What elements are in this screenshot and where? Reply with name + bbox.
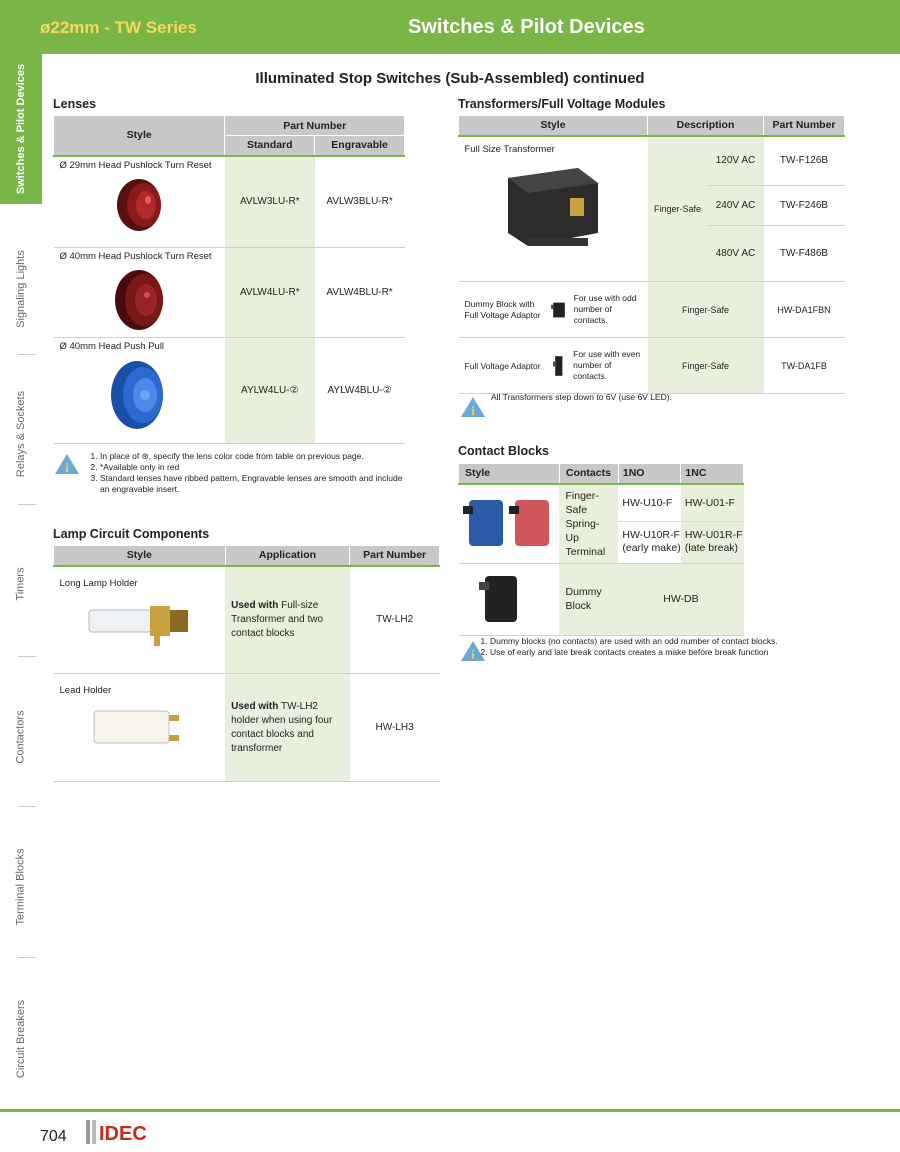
table-row <box>459 484 744 522</box>
sidebar-divider <box>18 656 36 657</box>
lamp-holder-image <box>54 592 226 652</box>
table-row <box>54 248 405 338</box>
voltage: 120V AC <box>708 136 764 186</box>
sidebar-item-contactors[interactable]: Contactors <box>15 709 28 764</box>
lamp-part: TW-LH2 <box>350 566 440 674</box>
table-row <box>54 338 405 444</box>
lenses-notes: 1. In place of ⊛, specify the lens color code from table on previous page. 2. *Available only in red 3. Standard lenses have ribbed pattern, Engravable lenses are smooth and include an engravable insert. <box>84 451 414 495</box>
table-row <box>459 136 845 186</box>
sidebar-divider <box>18 806 36 807</box>
table-row <box>54 566 440 674</box>
transformers-table <box>458 115 845 394</box>
module-part: HW-DA1FBN <box>764 282 845 338</box>
sidebar-divider <box>18 354 36 355</box>
lamp-table <box>53 545 440 782</box>
contacts-table <box>458 463 744 636</box>
transformers-note: All Transformers step down to 6V (use 6V LED). <box>491 392 672 402</box>
module-image-cell <box>549 282 648 338</box>
contact-no: HW-U10-F <box>618 484 681 522</box>
lens-image <box>54 174 225 236</box>
transformer-part: TW-F126B <box>764 136 845 186</box>
sidebar-item-timers[interactable]: Timers <box>14 567 27 601</box>
lens-style: Ø 40mm Head Pushlock Turn Reset <box>59 251 212 262</box>
sidebar <box>0 54 42 1110</box>
lens-standard: AVLW4LU-R* <box>225 248 315 338</box>
module-image-cell <box>549 338 648 394</box>
col-description: Description <box>648 116 764 136</box>
page-title: Illuminated Stop Switches (Sub-Assembled) continued <box>255 70 645 87</box>
table-row <box>459 338 845 394</box>
contact-blocks-image <box>459 492 559 552</box>
col-part-number: Part Number <box>350 546 440 566</box>
lens-image <box>54 355 225 435</box>
module-desc: Finger-Safe <box>648 282 764 338</box>
lens-style: Ø 40mm Head Push Pull <box>59 341 165 352</box>
lens-standard: AVLW3LU-R* <box>225 156 315 248</box>
dummy-part: HW-DB <box>618 563 743 635</box>
col-style: Style <box>54 546 226 566</box>
contact-image-cell <box>459 484 560 564</box>
module-use: For use with odd number of contacts. <box>573 293 637 325</box>
table-row <box>459 282 845 338</box>
lamp-application: Used with Full-size Transformer and two contact blocks <box>225 566 350 674</box>
module-style: Dummy Block with Full Voltage Adaptor <box>459 282 549 338</box>
col-style: Style <box>459 464 560 484</box>
sidebar-item-relays[interactable]: Relays & Sockets <box>15 390 28 478</box>
page-number: 704 <box>40 1128 67 1145</box>
lens-style: Ø 29mm Head Pushlock Turn Reset <box>59 159 212 171</box>
lamp-style: Lead Holder <box>59 685 112 696</box>
table-row <box>54 156 405 248</box>
svg-text:i: i <box>471 647 475 662</box>
voltage: 240V AC <box>708 186 764 226</box>
col-standard: Standard <box>225 136 315 156</box>
col-1no: 1NO <box>618 464 681 484</box>
lamp-application: Used with TW-LH2 holder when using four contact blocks and transformer <box>225 674 350 782</box>
transformer-part: TW-F246B <box>764 186 845 226</box>
col-contacts: Contacts <box>559 464 618 484</box>
lead-holder-image <box>54 699 226 759</box>
col-part-number: Part Number <box>225 116 405 136</box>
sidebar-item-circuit-breakers[interactable]: Circuit Breakers <box>15 999 27 1078</box>
voltage: 480V AC <box>708 226 764 282</box>
col-style: Style <box>54 116 225 156</box>
module-desc: Finger-Safe <box>648 338 764 394</box>
col-1nc: 1NC <box>681 464 744 484</box>
sidebar-divider <box>18 504 36 505</box>
page-header <box>0 0 900 54</box>
col-application: Application <box>225 546 350 566</box>
contact-type: Dummy Block <box>559 563 618 635</box>
lens-image <box>54 265 225 335</box>
dummy-block-image <box>459 568 539 628</box>
idec-logo <box>86 1118 166 1146</box>
adaptor-image <box>549 343 570 389</box>
module-use: For use with even number of contacts. <box>573 349 641 381</box>
sidebar-item-terminal-blocks[interactable]: Terminal Blocks <box>15 847 27 926</box>
info-icon <box>460 396 486 418</box>
transformers-title: Transformers/Full Voltage Modules <box>458 97 666 111</box>
sidebar-item-switches[interactable]: Switches & Pilot Devices <box>0 54 42 204</box>
lens-engravable: AYLW4BLU-② <box>315 338 405 444</box>
svg-text:i: i <box>471 403 475 418</box>
dummy-image-cell <box>459 563 560 635</box>
transformer-finger-safe: Finger-Safe <box>648 136 708 282</box>
col-style: Style <box>459 116 648 136</box>
table-row <box>54 674 440 782</box>
contact-nc: HW-U01R-F (late break) <box>681 521 744 563</box>
contact-type: Finger-Safe Spring-Up Terminal <box>559 484 618 564</box>
lens-engravable: AVLW4BLU-R* <box>315 248 405 338</box>
sidebar-item-signaling[interactable]: Signaling Lights <box>15 250 28 328</box>
info-icon <box>54 453 80 475</box>
category-title: Switches & Pilot Devices <box>408 16 645 38</box>
transformer-part: TW-F486B <box>764 226 845 282</box>
module-style: Full Voltage Adaptor <box>459 338 549 394</box>
dummy-block-image <box>549 290 570 330</box>
lenses-table <box>53 115 405 444</box>
contacts-notes: 1. Dummy blocks (no contacts) are used with an odd number of contact blocks. 2. Use of early and late break contacts creates a make before break function <box>474 636 834 658</box>
lamp-part: HW-LH3 <box>350 674 440 782</box>
transformer-style: Full Size Transformer <box>464 143 555 155</box>
sidebar-divider <box>18 957 36 958</box>
lens-standard: AYLW4LU-② <box>225 338 315 444</box>
contacts-title: Contact Blocks <box>458 444 549 458</box>
lamp-style: Long Lamp Holder <box>59 577 138 589</box>
lens-engravable: AVLW3BLU-R* <box>315 156 405 248</box>
lamp-title: Lamp Circuit Components <box>53 527 210 541</box>
series-title: ø22mm - TW Series <box>40 18 197 37</box>
transformer-image <box>459 158 648 253</box>
contact-nc: HW-U01-F <box>681 484 744 522</box>
svg-text:IDEC: IDEC <box>99 1123 147 1145</box>
col-engravable: Engravable <box>315 136 405 156</box>
col-part-number: Part Number <box>764 116 845 136</box>
footer-line <box>0 1109 900 1112</box>
svg-text:i: i <box>65 460 69 475</box>
lenses-title: Lenses <box>53 97 97 111</box>
table-row <box>459 563 744 635</box>
module-part: TW-DA1FB <box>764 338 845 394</box>
contact-no: HW-U10R-F (early make) <box>618 521 681 563</box>
